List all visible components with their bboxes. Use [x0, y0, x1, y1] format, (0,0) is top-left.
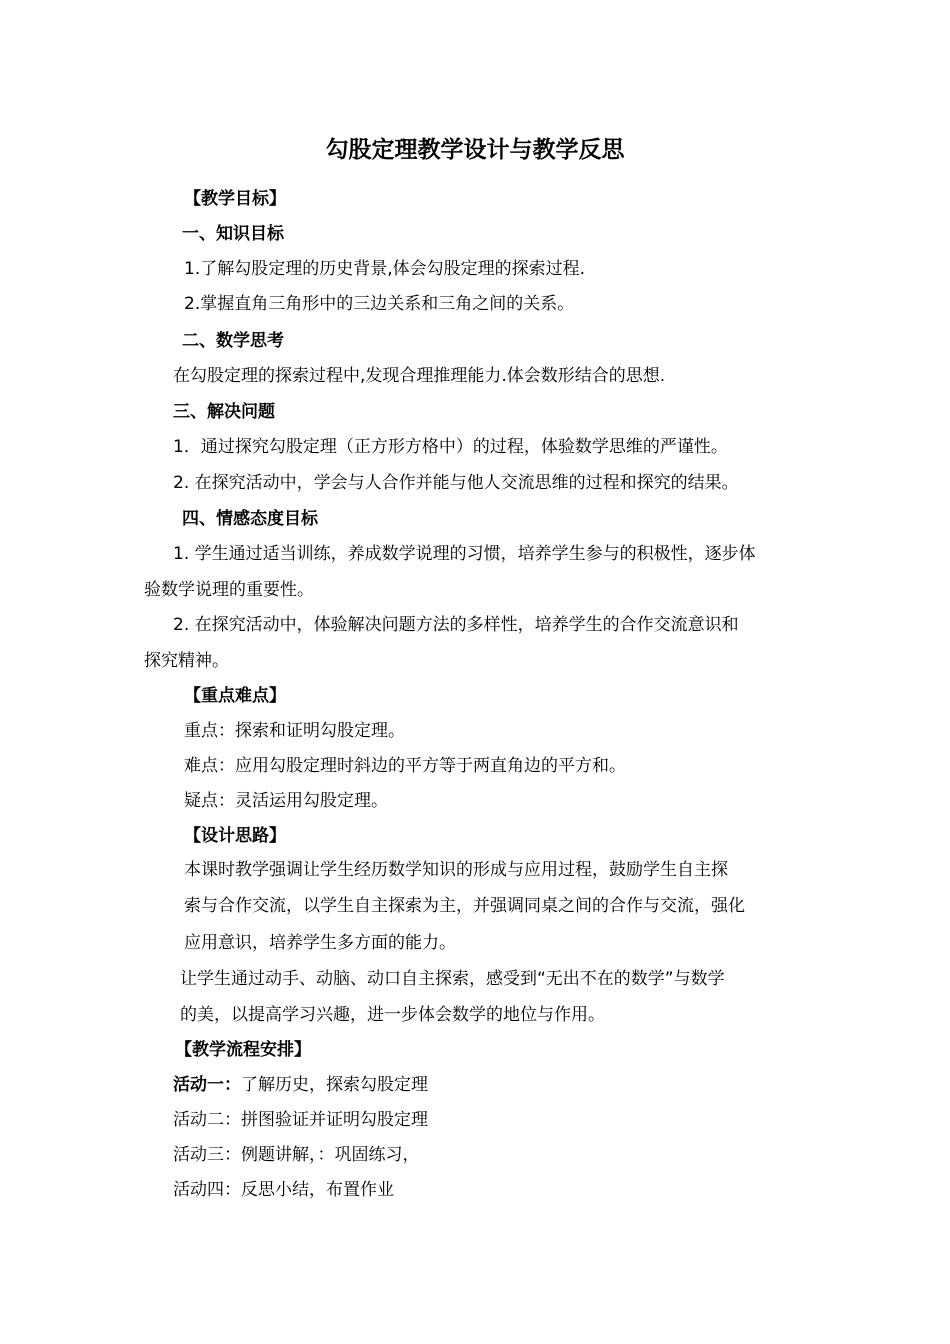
keypoint-difficulty: 难点：应用勾股定理时斜边的平方等于两直角边的平方和。	[184, 756, 626, 776]
emotion-goal-item: 验数学说理的重要性。	[144, 580, 314, 600]
design-paragraph: 本课时教学强调让学生经历数学知识的形成与应用过程，鼓励学生自主探	[184, 860, 728, 880]
design-paragraph: 索与合作交流，以学生自主探索为主，并强调同桌之间的合作与交流，强化	[184, 896, 745, 916]
problem-solving-item: 2. 在探究活动中，学会与人合作并能与他人交流思维的过程和探究的结果。	[173, 473, 739, 493]
flow-activity-text: 了解历史，探索勾股定理	[241, 1075, 428, 1095]
emotion-goal-item: 1. 学生通过适当训练，养成数学说理的习惯，培养学生参与的积极性，逐步体	[173, 544, 756, 564]
problem-solving-heading-text: 三、解决问题	[173, 402, 275, 422]
math-thinking-text: 在勾股定理的探索过程中,发现合理推理能力.体会数形结合的思想.	[173, 366, 666, 386]
knowledge-goal-heading: 一、知识目标	[182, 224, 284, 244]
flow-heading: 【教学流程安排】	[175, 1040, 311, 1060]
objectives-heading: 【教学目标】	[184, 189, 286, 209]
keypoint-doubt: 疑点：灵活运用勾股定理。	[184, 791, 388, 811]
keypoints-heading: 【重点难点】	[184, 686, 286, 706]
emotion-goal-item: 探究精神。	[144, 651, 229, 671]
problem-solving-item: 1．通过探究勾股定理（正方形方格中）的过程，体验数学思维的严谨性。	[173, 437, 728, 457]
flow-activity-label: 活动一：	[173, 1075, 241, 1095]
design-paragraph: 应用意识，培养学生多方面的能力。	[184, 933, 456, 953]
page-title: 勾股定理教学设计与教学反思	[325, 137, 625, 163]
flow-activity: 活动三：例题讲解，：巩固练习，	[173, 1145, 420, 1165]
math-thinking-heading: 二、数学思考	[182, 331, 284, 351]
flow-activity	[173, 1072, 428, 1098]
keypoint-focus: 重点：探索和证明勾股定理。	[184, 721, 405, 741]
flow-activity: 活动四：反思小结，布置作业	[173, 1180, 394, 1200]
emotion-goal-heading: 四、情感态度目标	[182, 509, 318, 529]
design-paragraph: 的美，以提高学习兴趣，进一步体会数学的地位与作用。	[180, 1005, 605, 1025]
knowledge-goal-item: 2.掌握直角三角形中的三边关系和三角之间的关系。	[184, 294, 575, 314]
problem-solving-heading	[173, 399, 275, 425]
design-heading: 【设计思路】	[184, 826, 286, 846]
design-paragraph: 让学生通过动手、动脑、动口自主探索，感受到“无出不在的数学”与数学	[180, 969, 725, 989]
flow-activity: 活动二：拼图验证并证明勾股定理	[173, 1110, 428, 1130]
emotion-goal-item: 2. 在探究活动中，体验解决问题方法的多样性，培养学生的合作交流意识和	[173, 615, 739, 635]
knowledge-goal-item: 1.了解勾股定理的历史背景,体会勾股定理的探索过程.	[184, 259, 586, 279]
